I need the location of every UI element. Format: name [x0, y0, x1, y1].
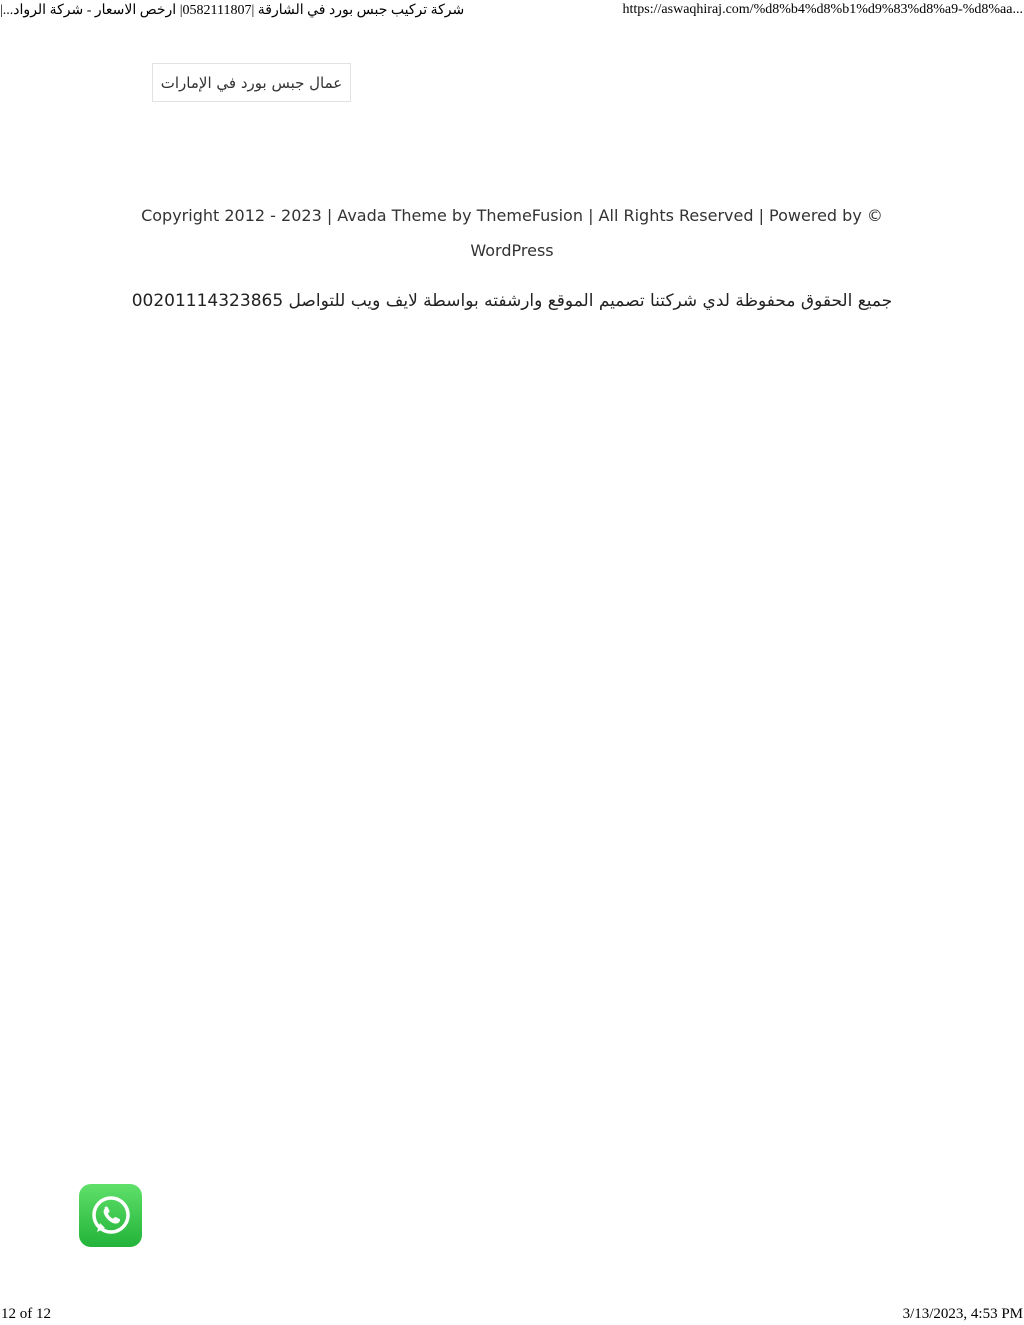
wordpress-link[interactable]: WordPress	[470, 241, 554, 260]
print-footer-datetime: 3/13/2023, 4:53 PM	[902, 1306, 1023, 1322]
tag-link-gypsum-workers-uae[interactable]: عمال جبس بورد في الإمارات	[152, 63, 351, 102]
copyright-text: Copyright 2012 - 2023 | Avada Theme by ThemeFusion | All Rights Reserved | Powered by	[141, 206, 862, 225]
whatsapp-button[interactable]	[79, 1184, 142, 1247]
print-header-url: https://aswaqhiraj.com/%d8%b4%d8%b1%d9%83%d8%a9-%d8%aa...	[622, 2, 1023, 17]
print-footer-page-number: 12 of 12	[1, 1306, 51, 1322]
print-header-title: شركة تركيب جبس بورد في الشارقة |0582111807| ارخص الاسعار - شركة الرواد...|	[0, 3, 465, 18]
copyright-block	[112, 198, 912, 268]
whatsapp-icon	[87, 1192, 135, 1240]
arabic-rights-text: جميع الحقوق محفوظة لدي شركتنا تصميم الموقع وارشفته بواسطة لايف ويب للتواصل 00201114323865	[131, 291, 893, 311]
copyright-symbol: ©	[866, 206, 883, 225]
